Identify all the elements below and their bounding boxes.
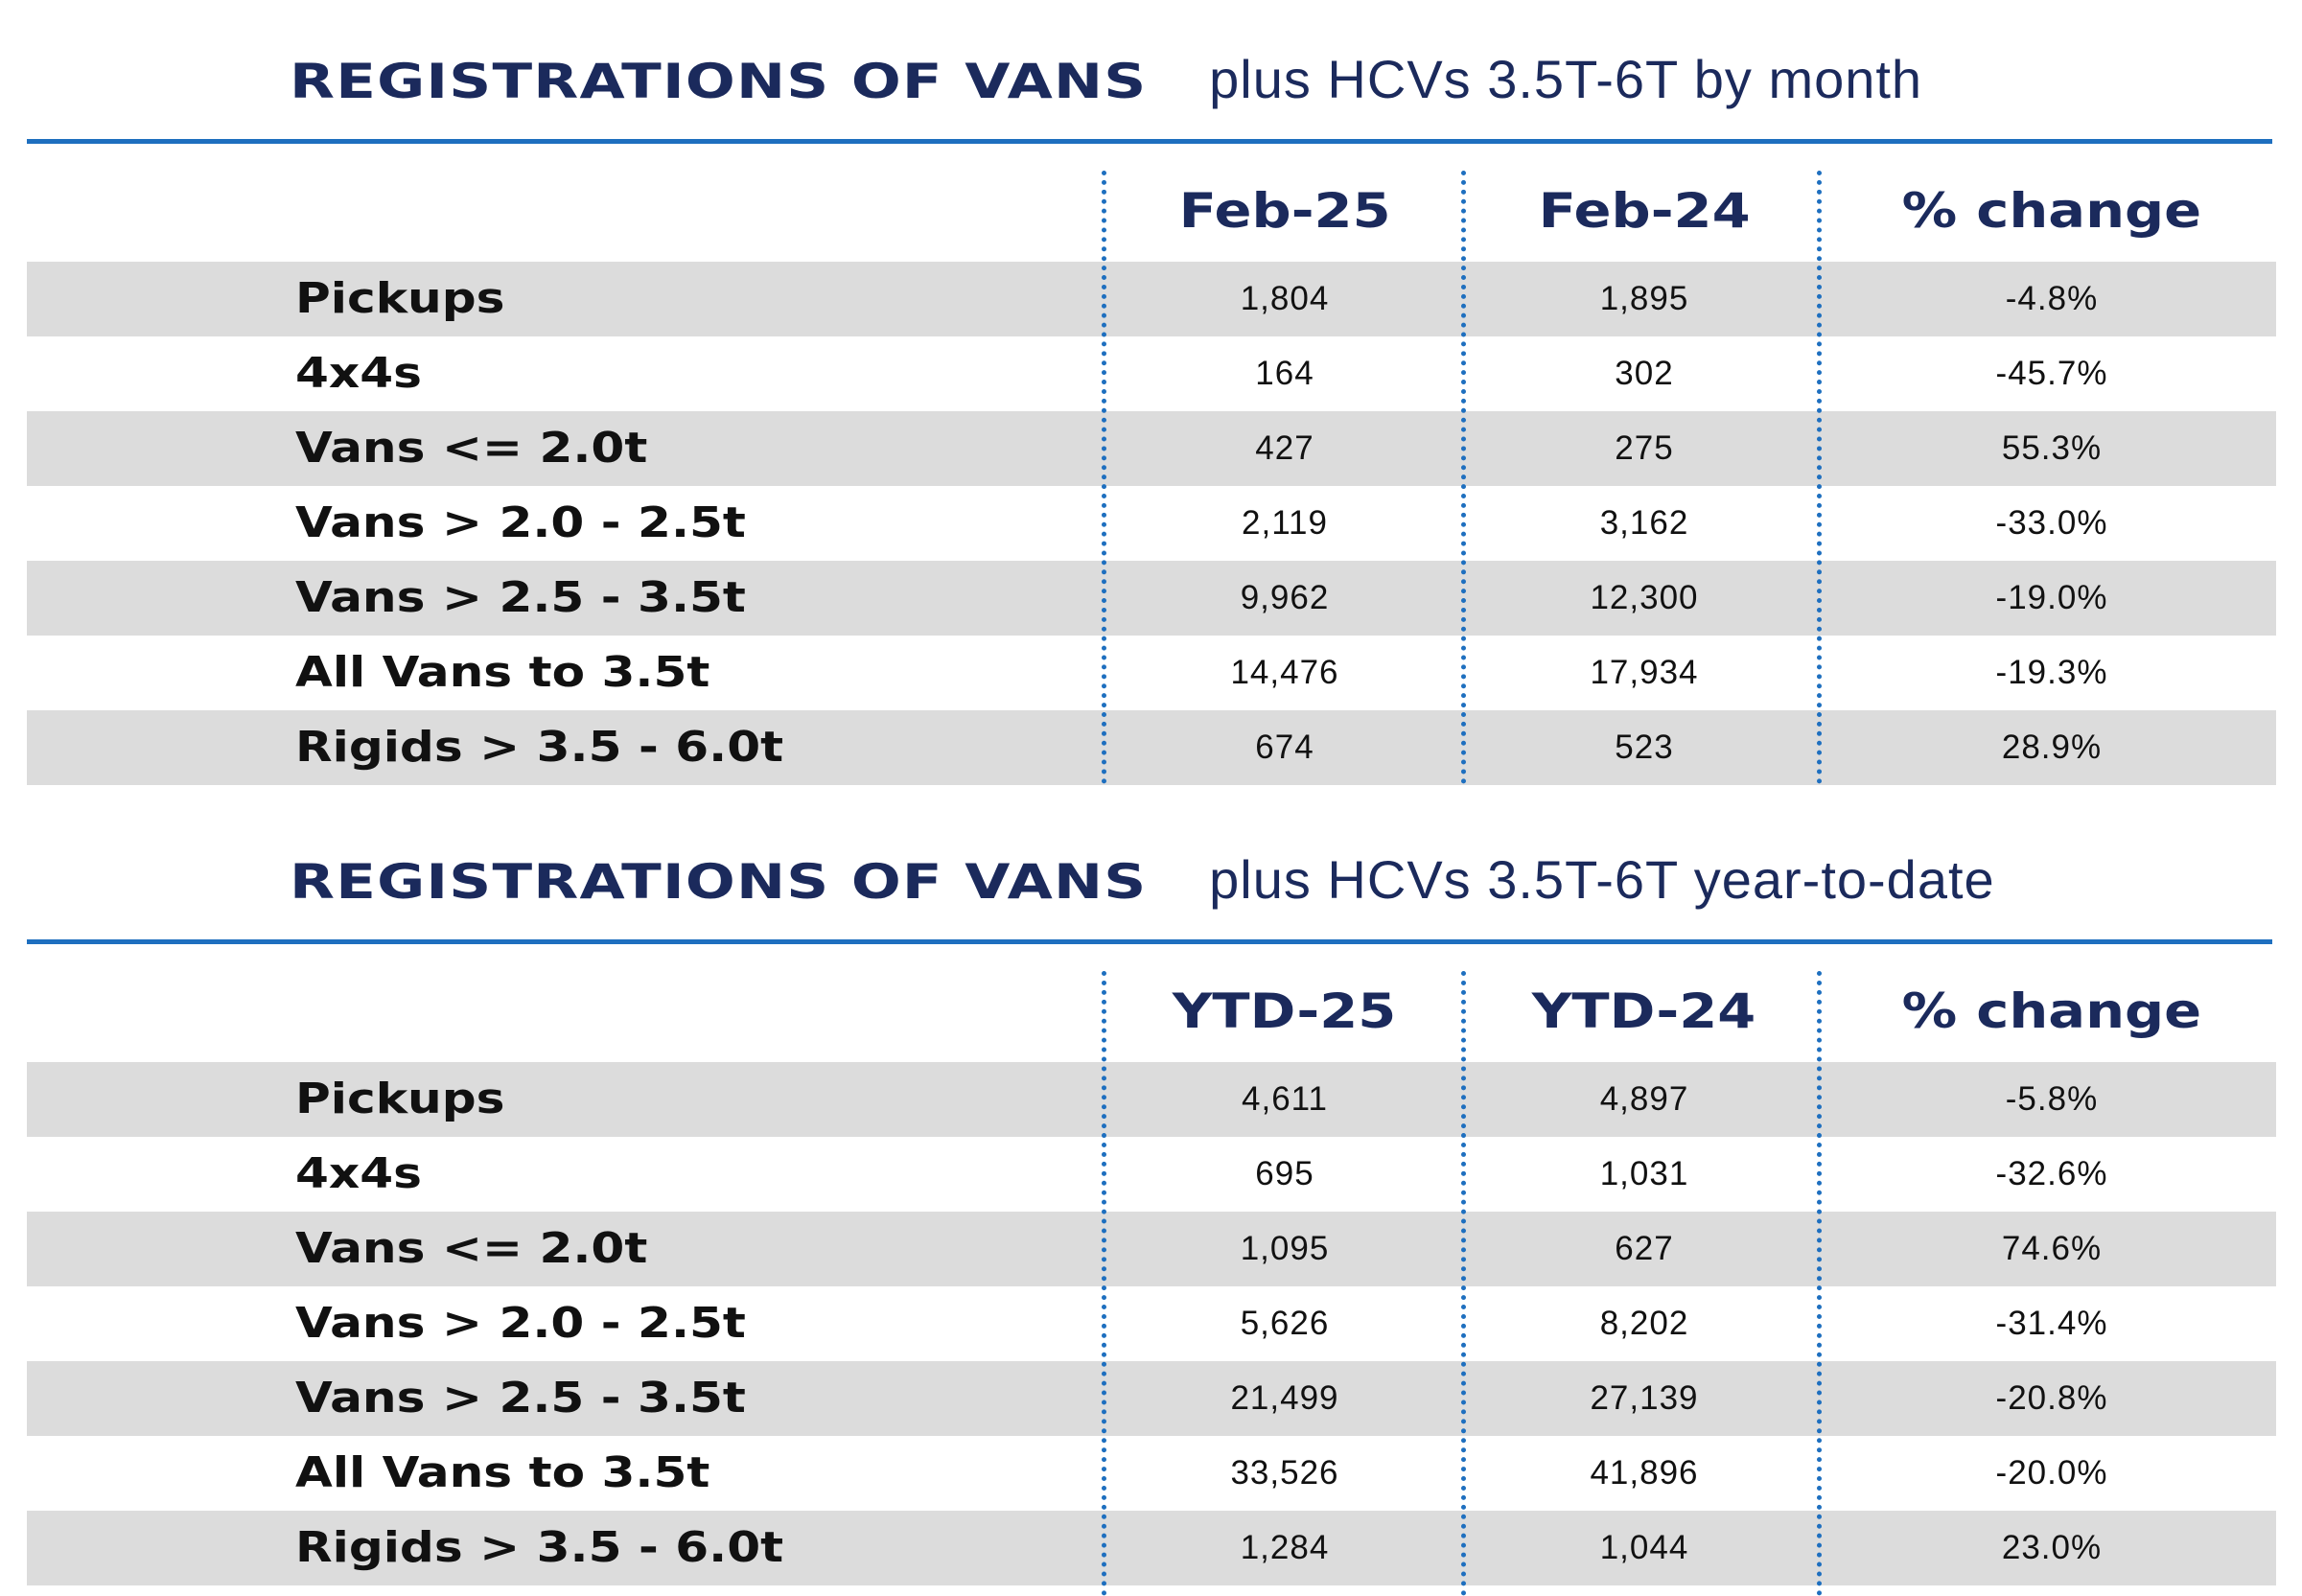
current-value: 1,804 xyxy=(1240,280,1330,317)
monthly-column-headers xyxy=(0,163,2302,259)
table-row xyxy=(27,636,2276,710)
percent-change: -19.3% xyxy=(1995,654,2108,691)
row-label: Vans <= 2.0t xyxy=(295,1224,648,1273)
percent-change: -4.8% xyxy=(2005,280,2099,317)
previous-value: 8,202 xyxy=(1599,1305,1689,1342)
column-divider xyxy=(1817,171,1822,784)
row-label: Pickups xyxy=(295,1075,505,1123)
previous-value: 523 xyxy=(1615,729,1674,766)
ytd-title-bold: REGISTRATIONS OF VANS xyxy=(290,854,1148,910)
previous-value: 302 xyxy=(1615,355,1674,392)
table-row xyxy=(27,411,2276,486)
percent-change: -33.0% xyxy=(1995,504,2108,542)
monthly-table-body xyxy=(27,262,2276,785)
column-divider xyxy=(1102,171,1106,784)
column-header-previous: YTD-24 xyxy=(1532,983,1756,1039)
current-value: 674 xyxy=(1255,729,1314,766)
row-label: Pickups xyxy=(295,274,505,323)
percent-change: -20.0% xyxy=(1995,1454,2108,1492)
column-header-change: % change xyxy=(1901,983,2202,1039)
percent-change: -5.8% xyxy=(2005,1080,2099,1118)
percent-change: -31.4% xyxy=(1995,1305,2108,1342)
row-label: 4x4s xyxy=(295,349,423,398)
percent-change: -19.0% xyxy=(1995,579,2108,616)
table-row xyxy=(27,486,2276,561)
column-divider xyxy=(1461,171,1466,784)
column-header-current: Feb-25 xyxy=(1178,183,1391,239)
previous-value: 4,897 xyxy=(1599,1080,1689,1118)
ytd-table-title xyxy=(290,846,1995,914)
table-row xyxy=(27,1436,2276,1511)
row-label: All Vans to 3.5t xyxy=(295,1448,710,1497)
previous-value: 275 xyxy=(1615,429,1674,467)
previous-value: 1,895 xyxy=(1599,280,1689,317)
table-row xyxy=(27,1212,2276,1286)
percent-change: 28.9% xyxy=(2001,729,2103,766)
monthly-title-bold: REGISTRATIONS OF VANS xyxy=(290,54,1148,109)
ytd-title-light: plus HCVs 3.5T-6T year-to-date xyxy=(1209,849,1995,910)
previous-value: 41,896 xyxy=(1590,1454,1699,1492)
table-row xyxy=(27,1361,2276,1436)
ytd-table-body xyxy=(27,1062,2276,1585)
current-value: 21,499 xyxy=(1230,1379,1339,1417)
column-divider xyxy=(1461,971,1466,1596)
column-header-previous: Feb-24 xyxy=(1538,183,1751,239)
percent-change: 23.0% xyxy=(2001,1529,2103,1566)
current-value: 33,526 xyxy=(1230,1454,1339,1492)
row-label: 4x4s xyxy=(295,1149,423,1198)
current-value: 164 xyxy=(1255,355,1314,392)
row-label: Rigids > 3.5 - 6.0t xyxy=(295,723,784,772)
ytd-column-headers xyxy=(0,963,2302,1059)
current-value: 2,119 xyxy=(1242,504,1328,542)
percent-change: -32.6% xyxy=(1995,1155,2108,1192)
monthly-title-rule xyxy=(27,139,2272,144)
current-value: 1,095 xyxy=(1240,1230,1330,1267)
table-row xyxy=(27,710,2276,785)
table-row xyxy=(27,1062,2276,1137)
column-divider xyxy=(1102,971,1106,1596)
percent-change: -20.8% xyxy=(1995,1379,2108,1417)
current-value: 427 xyxy=(1255,429,1314,467)
column-header-change: % change xyxy=(1901,183,2202,239)
percent-change: -45.7% xyxy=(1995,355,2108,392)
row-label: Vans > 2.0 - 2.5t xyxy=(295,498,746,547)
column-divider xyxy=(1817,971,1822,1596)
table-row xyxy=(27,1286,2276,1361)
percent-change: 74.6% xyxy=(2001,1230,2103,1267)
current-value: 5,626 xyxy=(1240,1305,1330,1342)
table-row xyxy=(27,336,2276,411)
previous-value: 17,934 xyxy=(1590,654,1699,691)
previous-value: 27,139 xyxy=(1590,1379,1699,1417)
row-label: Vans > 2.5 - 3.5t xyxy=(295,573,746,622)
monthly-table-title xyxy=(290,46,1922,113)
current-value: 1,284 xyxy=(1240,1529,1330,1566)
monthly-title-light: plus HCVs 3.5T-6T by month xyxy=(1209,49,1923,109)
percent-change: 55.3% xyxy=(2001,429,2103,467)
row-label: Vans > 2.0 - 2.5t xyxy=(295,1299,746,1348)
previous-value: 1,044 xyxy=(1599,1529,1689,1566)
current-value: 695 xyxy=(1255,1155,1314,1192)
previous-value: 12,300 xyxy=(1590,579,1699,616)
row-label: Vans <= 2.0t xyxy=(295,424,648,473)
current-value: 14,476 xyxy=(1230,654,1339,691)
table-row xyxy=(27,1137,2276,1212)
table-row xyxy=(27,1511,2276,1585)
previous-value: 3,162 xyxy=(1599,504,1689,542)
table-row xyxy=(27,262,2276,336)
row-label: Rigids > 3.5 - 6.0t xyxy=(295,1523,784,1572)
table-row xyxy=(27,561,2276,636)
row-label: All Vans to 3.5t xyxy=(295,648,710,697)
previous-value: 1,031 xyxy=(1599,1155,1689,1192)
current-value: 4,611 xyxy=(1242,1080,1328,1118)
ytd-title-rule xyxy=(27,939,2272,944)
current-value: 9,962 xyxy=(1240,579,1330,616)
previous-value: 627 xyxy=(1615,1230,1674,1267)
column-header-current: YTD-25 xyxy=(1173,983,1397,1039)
row-label: Vans > 2.5 - 3.5t xyxy=(295,1374,746,1423)
